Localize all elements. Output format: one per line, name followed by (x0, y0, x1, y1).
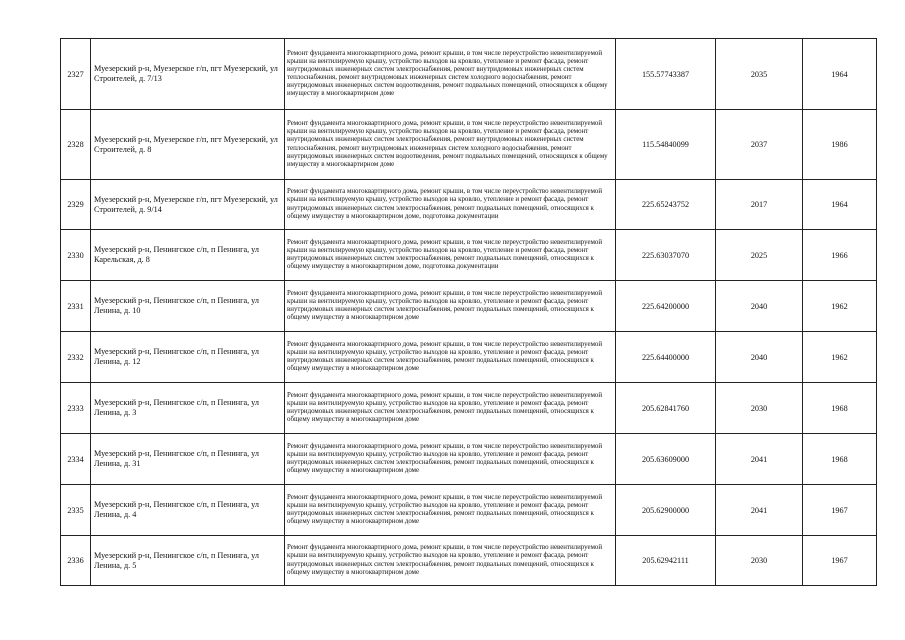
built-year-cell: 1986 (803, 110, 877, 180)
works-cell: Ремонт фундамента многоквартирного дома, ремонт крыши, в том числе переустройство невентилируемой крыши на вентилируемую крышу, устройство выходов на кровлю, утепление и ремонт фасада, ремонт внутридомовых инженерных систем электроснабжения, ремонт подвальных помещений, относящихся к общему имуществу в многоквартирном доме (285, 281, 616, 332)
cost-cell: 205.62942111 (616, 536, 716, 586)
works-cell: Ремонт фундамента многоквартирного дома, ремонт крыши, в том числе переустройство невентилируемой крыши на вентилируемую крышу, устройство выходов на кровлю, утепление и ремонт фасада, ремонт внутридомовых инженерных систем электроснабжения, ремонт подвальных помещений, относящихся к общему имуществу в многоквартирном доме (285, 536, 616, 586)
works-cell: Ремонт фундамента многоквартирного дома, ремонт крыши, в том числе переустройство невентилируемой крыши на вентилируемую крышу, устройство выходов на кровлю, утепление и ремонт фасада, ремонт внутридомовых инженерных систем электроснабжения, ремонт подвальных помещений, относящихся к общему имуществу в многоквартирном доме (285, 434, 616, 485)
address-cell: Муезерский р-н, Муезерское г/п, пгт Муезерский, ул Строителей, д. 8 (91, 110, 285, 180)
planned-year-cell: 2037 (716, 110, 803, 180)
built-year-cell: 1967 (803, 536, 877, 586)
table-row (61, 383, 877, 434)
planned-year-cell: 2035 (716, 39, 803, 110)
planned-year-cell: 2017 (716, 180, 803, 230)
works-cell: Ремонт фундамента многоквартирного дома, ремонт крыши, в том числе переустройство невентилируемой крыши на вентилируемую крышу, устройство выходов на кровлю, утепление и ремонт фасада, ремонт внутридомовых инженерных систем электроснабжения, ремонт подвальных помещений, относящихся к общему имуществу в многоквартирном доме, подготовка документации (285, 230, 616, 281)
address-cell: Муезерский р-н, Пенингское с/п, п Пенинга, ул Ленина, д. 3 (91, 383, 285, 434)
row-number: 2329 (61, 180, 91, 230)
planned-year-cell: 2030 (716, 536, 803, 586)
row-number: 2328 (61, 110, 91, 180)
row-number: 2336 (61, 536, 91, 586)
built-year-cell: 1962 (803, 332, 877, 383)
address-cell: Муезерский р-н, Пенингское с/п, п Пенинга, ул Ленина, д. 10 (91, 281, 285, 332)
cost-cell: 205.62900000 (616, 485, 716, 536)
works-cell: Ремонт фундамента многоквартирного дома, ремонт крыши, в том числе переустройство невентилируемой крыши на вентилируемую крышу, устройство выходов на кровлю, утепление и ремонт фасада, ремонт внутридомовых инженерных систем электроснабжения, ремонт внутридомовых инженерных систем теплоснабжения, ремонт внутридомовых инженерных систем холодного водоснабжения, ремонт внутридомовых инженерных систем водоотведения, ремонт подвальных помещений, относящихся к общему имуществу в многоквартирном доме (285, 110, 616, 180)
table-row (61, 536, 877, 586)
row-number: 2327 (61, 39, 91, 110)
row-number: 2331 (61, 281, 91, 332)
built-year-cell: 1968 (803, 383, 877, 434)
built-year-cell: 1964 (803, 180, 877, 230)
table-row (61, 180, 877, 230)
address-cell: Муезерский р-н, Пенингское с/п, п Пенинга, ул Ленина, д. 12 (91, 332, 285, 383)
cost-cell: 225.65243752 (616, 180, 716, 230)
row-number: 2334 (61, 434, 91, 485)
planned-year-cell: 2041 (716, 434, 803, 485)
address-cell: Муезерский р-н, Пенингское с/п, п Пенинга, ул Карельская, д. 8 (91, 230, 285, 281)
table-row (61, 434, 877, 485)
row-number: 2335 (61, 485, 91, 536)
table-row (61, 39, 877, 110)
cost-cell: 225.63037070 (616, 230, 716, 281)
planned-year-cell: 2025 (716, 230, 803, 281)
address-cell: Муезерский р-н, Пенингское с/п, п Пенинга, ул Ленина, д. 5 (91, 536, 285, 586)
row-number: 2330 (61, 230, 91, 281)
built-year-cell: 1964 (803, 39, 877, 110)
built-year-cell: 1967 (803, 485, 877, 536)
document-page (60, 38, 853, 586)
repair-program-table (60, 38, 877, 586)
built-year-cell: 1968 (803, 434, 877, 485)
works-cell: Ремонт фундамента многоквартирного дома, ремонт крыши, в том числе переустройство невентилируемой крыши на вентилируемую крышу, устройство выходов на кровлю, утепление и ремонт фасада, ремонт внутридомовых инженерных систем электроснабжения, ремонт подвальных помещений, относящихся к общему имуществу в многоквартирном доме (285, 383, 616, 434)
works-cell: Ремонт фундамента многоквартирного дома, ремонт крыши, в том числе переустройство невентилируемой крыши на вентилируемую крышу, устройство выходов на кровлю, утепление и ремонт фасада, ремонт внутридомовых инженерных систем электроснабжения, ремонт подвальных помещений, относящихся к общему имуществу в многоквартирном доме (285, 485, 616, 536)
cost-cell: 205.63609000 (616, 434, 716, 485)
built-year-cell: 1962 (803, 281, 877, 332)
row-number: 2332 (61, 332, 91, 383)
row-number: 2333 (61, 383, 91, 434)
planned-year-cell: 2040 (716, 332, 803, 383)
cost-cell: 155.57743387 (616, 39, 716, 110)
planned-year-cell: 2030 (716, 383, 803, 434)
cost-cell: 225.64400000 (616, 332, 716, 383)
table-row (61, 230, 877, 281)
planned-year-cell: 2041 (716, 485, 803, 536)
built-year-cell: 1966 (803, 230, 877, 281)
works-cell: Ремонт фундамента многоквартирного дома, ремонт крыши, в том числе переустройство невентилируемой крыши на вентилируемую крышу, устройство выходов на кровлю, утепление и ремонт фасада, ремонт внутридомовых инженерных систем электроснабжения, ремонт подвальных помещений, относящихся к общему имуществу в многоквартирном доме (285, 332, 616, 383)
cost-cell: 115.54840099 (616, 110, 716, 180)
works-cell: Ремонт фундамента многоквартирного дома, ремонт крыши, в том числе переустройство невентилируемой крыши на вентилируемую крышу, устройство выходов на кровлю, утепление и ремонт фасада, ремонт внутридомовых инженерных систем электроснабжения, ремонт внутридомовых инженерных систем теплоснабжения, ремонт внутридомовых инженерных систем холодного водоснабжения, ремонт внутридомовых инженерных систем водоотведения, ремонт подвальных помещений, относящихся к общему имуществу в многоквартирном доме (285, 39, 616, 110)
table-row (61, 281, 877, 332)
address-cell: Муезерский р-н, Пенингское с/п, п Пенинга, ул Ленина, д. 4 (91, 485, 285, 536)
works-cell: Ремонт фундамента многоквартирного дома, ремонт крыши, в том числе переустройство невентилируемой крыши на вентилируемую крышу, устройство выходов на кровлю, утепление и ремонт фасада, ремонт внутридомовых инженерных систем электроснабжения, ремонт подвальных помещений, относящихся к общему имуществу в многоквартирном доме, подготовка документации (285, 180, 616, 230)
table-row (61, 332, 877, 383)
cost-cell: 205.62841760 (616, 383, 716, 434)
table-row (61, 485, 877, 536)
cost-cell: 225.64200000 (616, 281, 716, 332)
address-cell: Муезерский р-н, Муезерское г/п, пгт Муезерский, ул Строителей, д. 7/13 (91, 39, 285, 110)
planned-year-cell: 2040 (716, 281, 803, 332)
address-cell: Муезерский р-н, Муезерское г/п, пгт Муезерский, ул Строителей, д. 9/14 (91, 180, 285, 230)
address-cell: Муезерский р-н, Пенингское с/п, п Пенинга, ул Ленина, д. 31 (91, 434, 285, 485)
table-row (61, 110, 877, 180)
